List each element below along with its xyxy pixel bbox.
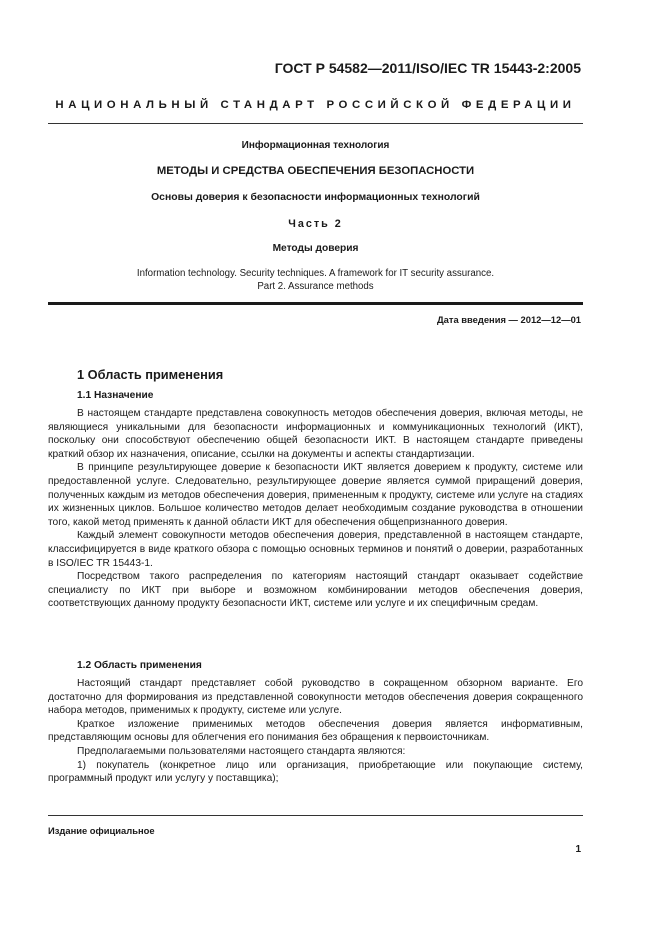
list-item: 1) покупатель (конкретное лицо или организация, приобретающие или покупающие систему, программный продукт или услугу у поставщика); <box>48 759 583 785</box>
page-number: 1 <box>575 844 581 855</box>
part-number: Часть 2 <box>288 218 343 230</box>
title-line-2: МЕТОДЫ И СРЕДСТВА ОБЕСПЕЧЕНИЯ БЕЗОПАСНОСТИ <box>156 165 475 177</box>
english-title-line-2: Part 2. Assurance methods <box>257 281 374 292</box>
national-standard-banner: НАЦИОНАЛЬНЫЙ СТАНДАРТ РОССИЙСКОЙ ФЕДЕРАЦИИ <box>55 99 576 111</box>
subsection-heading-scope: 1.2 Область применения <box>77 660 202 671</box>
paragraph: Краткое изложение применимых методов обеспечения доверия является информативным, представляющим основы для облегчения его понимания без обращения к первоисточникам. <box>48 718 583 744</box>
paragraph: Настоящий стандарт представляет собой руководство в сокращенном обзорном варианте. Его достаточно для формирования из представленной совокупности методов обеспечения доверия сокращенного набора методов, применимых к продукту, системе или услуге. <box>48 678 583 717</box>
paragraph: В настоящем стандарте представлена совокупность методов обеспечения доверия, включая методы, не являющиеся уникальными для безопасности информационных и коммуникационных технологий (ИКТ), поскольку они способствуют обеспечению общей безопасности ИКТ. В настоящем стандарте приведены краткий обзор их назначения, описание, ссылки на документы и аспекты стандартизации. <box>48 408 583 460</box>
title-line-3: Основы доверия к безопасности информационных технологий <box>151 192 480 203</box>
purpose-body <box>48 407 583 611</box>
subsection-heading-purpose: 1.1 Назначение <box>77 390 154 401</box>
title-divider <box>48 302 583 305</box>
part-title: Методы доверия <box>272 243 359 254</box>
edition-label: Издание официальное <box>48 825 155 836</box>
paragraph: Предполагаемыми пользователями настоящего стандарта являются: <box>77 745 406 757</box>
english-title-line-1: Information technology. Security techniques. A framework for IT security assurance. <box>136 268 495 279</box>
introduction-date: Дата введения — 2012—12—01 <box>436 314 581 325</box>
footer-divider <box>48 815 583 816</box>
paragraph: Посредством такого распределения по категориям настоящий стандарт оказывает содействие специалисту по ИКТ при выборе и возможном комбинировании методов обеспечения доверия, соответствующих данному продукту безопасности ИКТ, системе или услуге и их специфичным средам. <box>48 571 583 610</box>
paragraph: Каждый элемент совокупности методов обеспечения доверия, представленной в настоящем стандарте, классифицируется в виде краткого обзора с помощью основных терминов и понятий о доверии, разработанных в ISO/IEC TR 15443-1. <box>48 530 583 569</box>
standard-code: ГОСТ Р 54582—2011/ISO/IEC TR 15443-2:2005 <box>274 60 581 76</box>
scope-body <box>48 677 583 786</box>
header-divider <box>48 123 583 124</box>
section-heading: 1 Область применения <box>77 367 224 382</box>
paragraph: В принципе результирующее доверие к безопасности ИКТ является доверием к продукту, системе или предоставленной услуге. Следовательно, результирующее доверие является суммой приращений доверия, полученных каждым из методов обеспечения доверия, примененным к продукту, системе или услуге на стадиях их жизненных циклов. Большое количество методов делает необходимым создание руководства в отношении того, какой метод применять к данной области ИКТ для обеспечения общепризнанного доверия. <box>48 462 583 528</box>
title-line-1: Информационная технология <box>241 140 390 151</box>
